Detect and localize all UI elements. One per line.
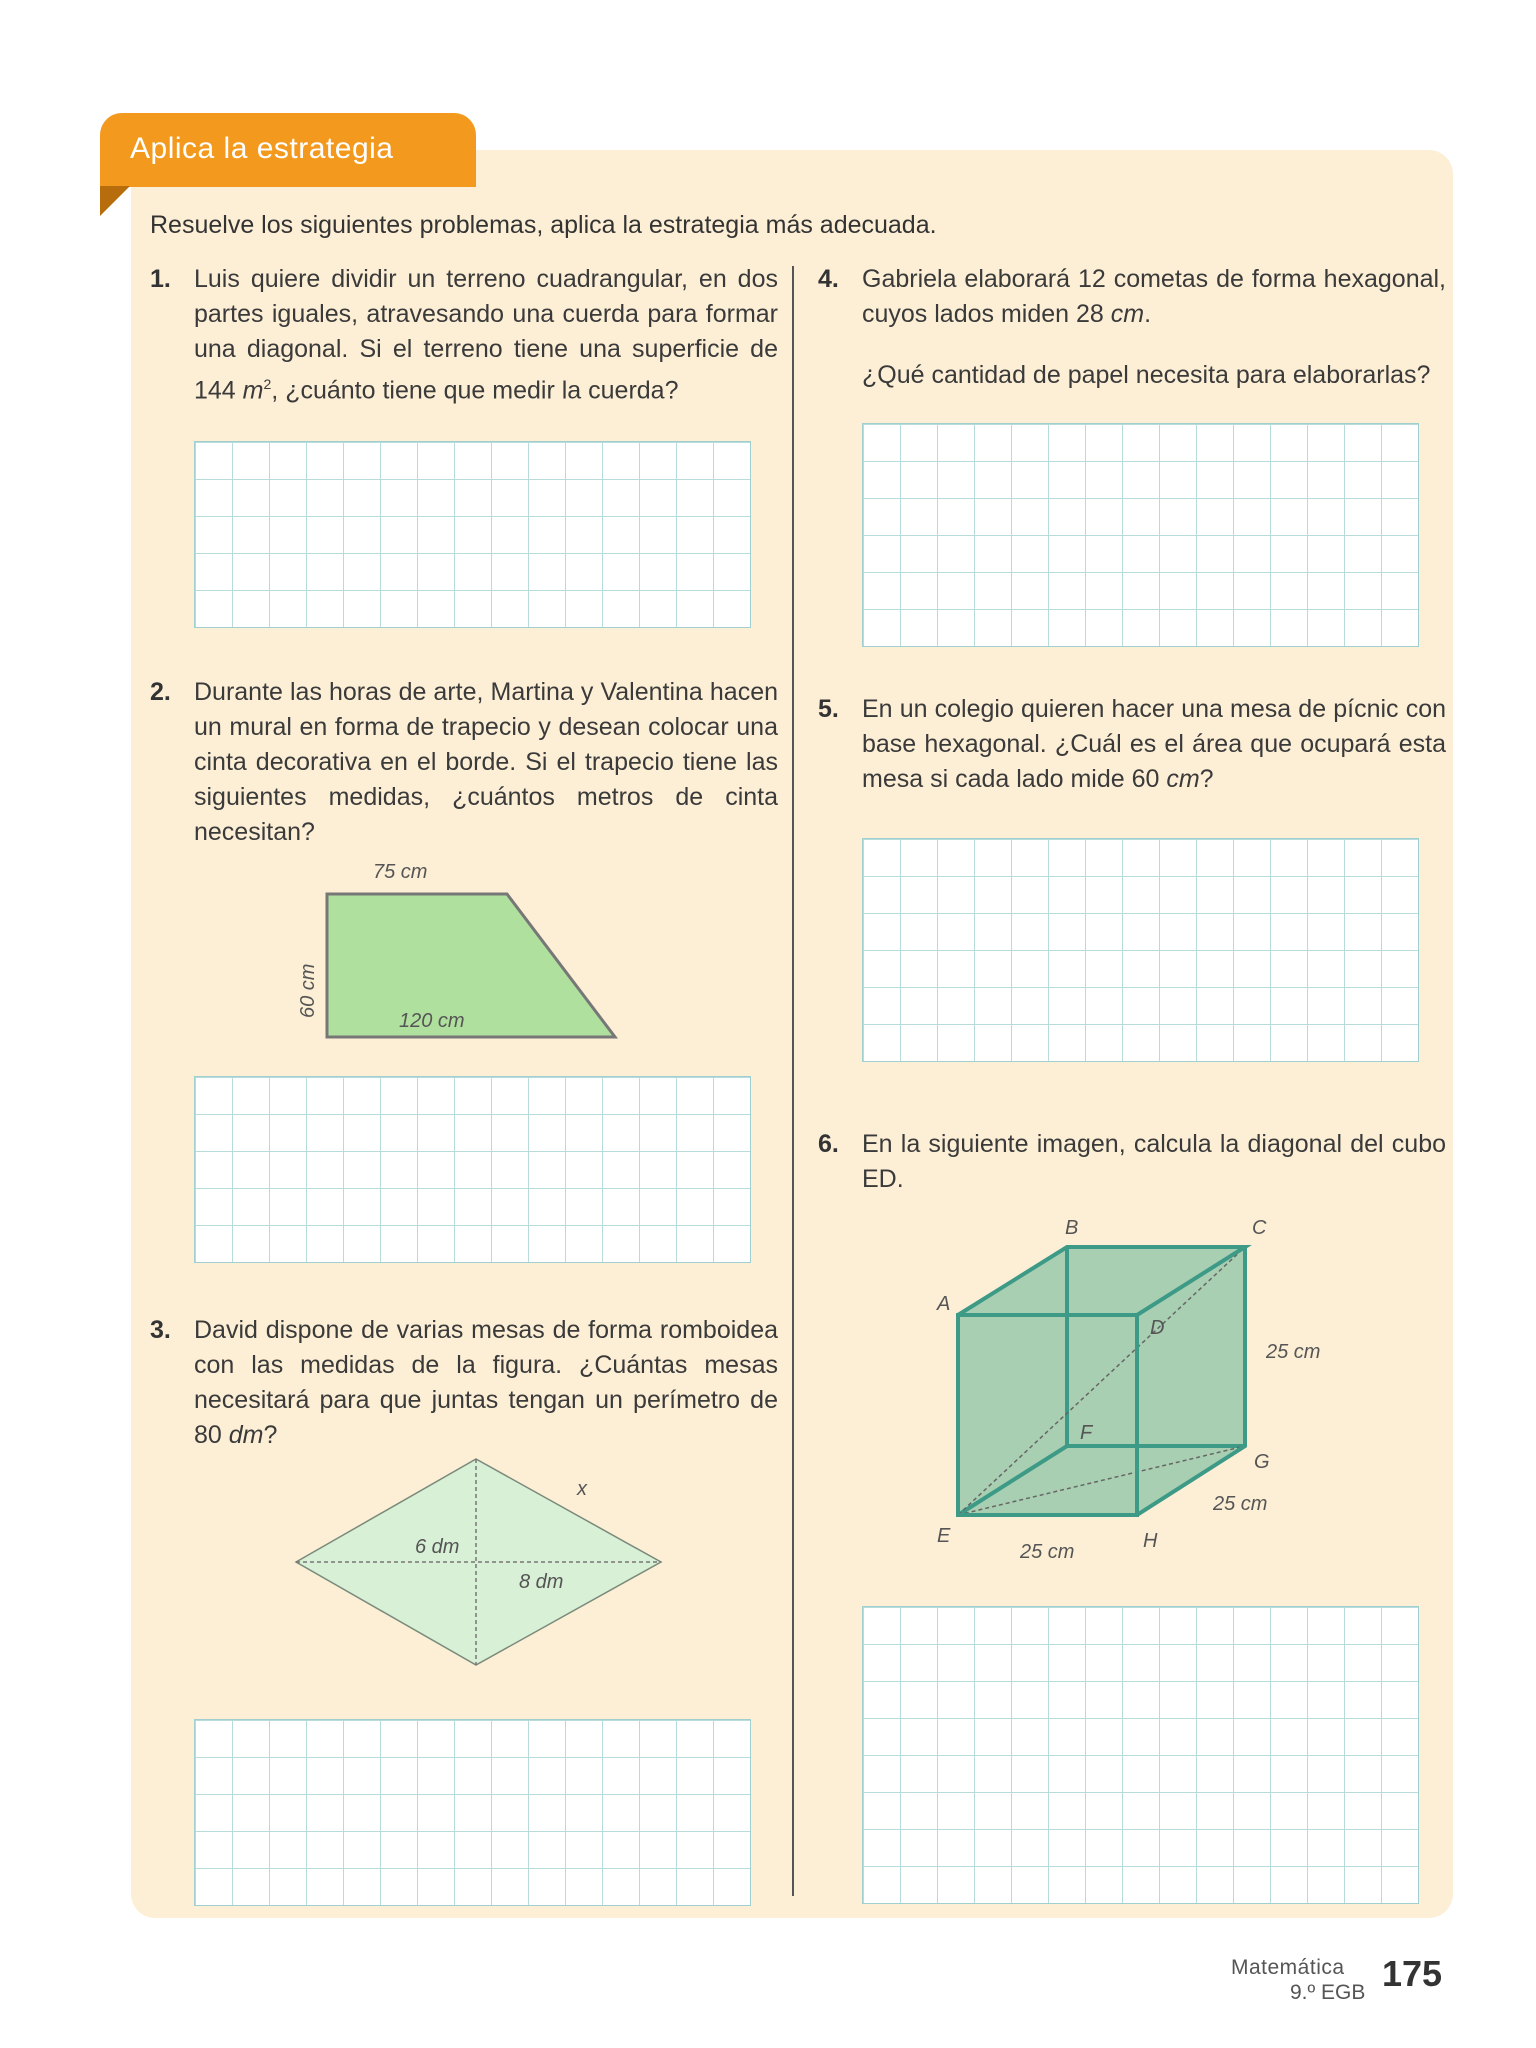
answer-grid-1[interactable] (194, 441, 751, 628)
rhombus-vertical-label: 6 dm (415, 1536, 460, 1558)
tab-fold (100, 186, 130, 216)
cube-depth-edge-label: 25 cm (1213, 1493, 1268, 1515)
vertex-g: G (1254, 1451, 1270, 1473)
trapezoid-shape (327, 894, 615, 1037)
footer-grade: 9.º EGB (1290, 1981, 1366, 2004)
vertex-e: E (937, 1525, 951, 1547)
section-tab (100, 113, 476, 187)
section-title: Aplica la estrategia (130, 132, 394, 165)
vertex-c: C (1252, 1217, 1267, 1239)
answer-grid-6[interactable] (862, 1606, 1419, 1904)
vertex-d: D (1150, 1317, 1165, 1339)
rhombus-horizontal-label: 8 dm (519, 1571, 564, 1593)
problem-text: Luis quiere dividir un terreno cuadrangular, en dos partes iguales, atravesando una cuerda para formar una diagonal. Si el terreno tiene una superficie de 144 $m^2$, ¿cuánto tiene que medir la cuerda? (194, 265, 778, 405)
problem-number: 4. (818, 265, 839, 293)
trapezoid-height-label: 60 cm (297, 963, 319, 1018)
page-number: 175 (1382, 1953, 1443, 1994)
answer-grid-5[interactable] (862, 838, 1419, 1062)
answer-grid-3[interactable] (194, 1719, 751, 1906)
answer-grid-4[interactable] (862, 423, 1419, 647)
instructions: Resuelve los siguientes problemas, aplica la estrategia más adecuada. (150, 211, 937, 239)
problem-1 (150, 262, 778, 408)
problem-number: 2. (150, 678, 171, 706)
column-divider (792, 266, 794, 1896)
problem-text: En la siguiente imagen, calcula la diagonal del cubo ED. (862, 1130, 1446, 1193)
problem-number: 6. (818, 1130, 839, 1158)
problem-3 (150, 1313, 778, 1453)
problem-text: David dispone de varias mesas de forma romboidea con las medidas de la figura. ¿Cuántas mesas necesitará para que juntas tengan un perímetro de 80 dm? (194, 1316, 778, 1449)
rhombus-figure (290, 1455, 670, 1675)
problem-4 (818, 262, 1446, 393)
problem-number: 3. (150, 1316, 171, 1344)
problem-number: 5. (818, 695, 839, 723)
footer-subject: Matemática (1231, 1956, 1345, 1979)
cube-front-edge-label: 25 cm (1020, 1541, 1075, 1563)
cube-figure (920, 1210, 1340, 1570)
trapezoid-bottom-label: 120 cm (399, 1010, 465, 1032)
problem-2 (150, 675, 778, 850)
rhombus-side-label: x (577, 1478, 587, 1500)
trapezoid-top-label: 75 cm (373, 861, 428, 883)
vertex-h: H (1143, 1530, 1158, 1552)
vertex-b: B (1065, 1217, 1079, 1239)
problem-number: 1. (150, 265, 171, 293)
problem-5 (818, 692, 1446, 797)
problem-question: ¿Qué cantidad de papel necesita para elaborarlas? (862, 361, 1431, 389)
problem-6 (818, 1127, 1446, 1197)
vertex-a: A (937, 1293, 951, 1315)
problem-text: Gabriela elaborará 12 cometas de forma hexagonal, cuyos lados miden 28 cm. (862, 265, 1446, 328)
answer-grid-2[interactable] (194, 1076, 751, 1263)
trapezoid-figure (280, 845, 640, 1045)
problem-text: En un colegio quieren hacer una mesa de pícnic con base hexagonal. ¿Cuál es el área que ocupará esta mesa si cada lado mide 60 cm? (862, 695, 1446, 793)
problem-text: Durante las horas de arte, Martina y Valentina hacen un mural en forma de trapecio y desean colocar una cinta decorativa en el borde. Si el trapecio tiene las siguientes medidas, ¿cuántos metros de cinta necesitan? (194, 678, 778, 846)
vertex-f: F (1080, 1422, 1093, 1444)
cube-vertical-edge-label: 25 cm (1266, 1341, 1321, 1363)
